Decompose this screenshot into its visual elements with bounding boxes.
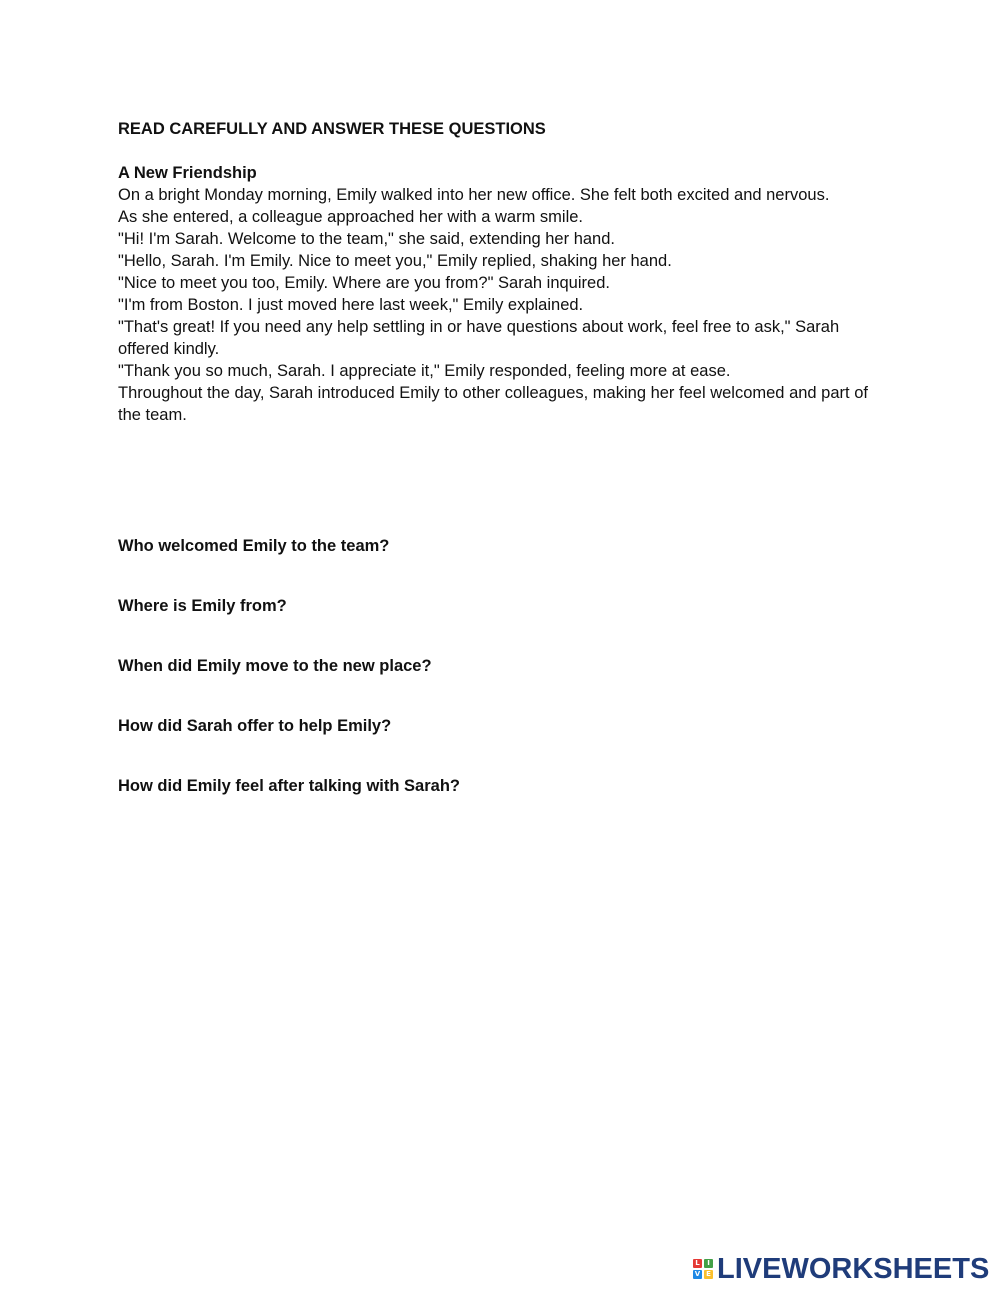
- logo-block-e: E: [704, 1270, 713, 1279]
- story-title: A New Friendship: [118, 164, 257, 182]
- story-line: Throughout the day, Sarah introduced Emily to other colleagues, making her feel welcomed and part of the team.: [118, 384, 868, 424]
- logo-block-l: L: [693, 1259, 702, 1268]
- question-2: Where is Emily from?: [118, 597, 287, 615]
- liveworksheets-logo: [693, 1254, 989, 1284]
- reading-section: [118, 118, 878, 426]
- story-line: "Thank you so much, Sarah. I appreciate it," Emily responded, feeling more at ease.: [118, 362, 731, 380]
- story-line: On a bright Monday morning, Emily walked into her new office. She felt both excited and nervous.: [118, 186, 830, 204]
- story-line: "Hello, Sarah. I'm Emily. Nice to meet you," Emily replied, shaking her hand.: [118, 252, 672, 270]
- question-1: Who welcomed Emily to the team?: [118, 537, 390, 555]
- story-line: "Nice to meet you too, Emily. Where are you from?" Sarah inquired.: [118, 274, 610, 292]
- logo-text: LIVEWORKSHEETS: [717, 1253, 990, 1285]
- logo-block-i: I: [704, 1259, 713, 1268]
- question-5: How did Emily feel after talking with Sarah?: [118, 777, 460, 795]
- question-3: When did Emily move to the new place?: [118, 657, 432, 675]
- story-line: "That's great! If you need any help settling in or have questions about work, feel free to ask," Sarah offered kindly.: [118, 318, 840, 358]
- instruction-heading: READ CAREFULLY AND ANSWER THESE QUESTIONS: [118, 120, 546, 138]
- story-line: "I'm from Boston. I just moved here last week," Emily explained.: [118, 296, 584, 314]
- question-4: How did Sarah offer to help Emily?: [118, 717, 392, 735]
- story-line: As she entered, a colleague approached her with a warm smile.: [118, 208, 584, 226]
- logo-blocks-icon: [693, 1259, 713, 1279]
- story: [118, 162, 878, 426]
- story-line: "Hi! I'm Sarah. Welcome to the team," she said, extending her hand.: [118, 230, 615, 248]
- logo-block-v: V: [694, 1270, 701, 1278]
- questions-list: [118, 535, 878, 835]
